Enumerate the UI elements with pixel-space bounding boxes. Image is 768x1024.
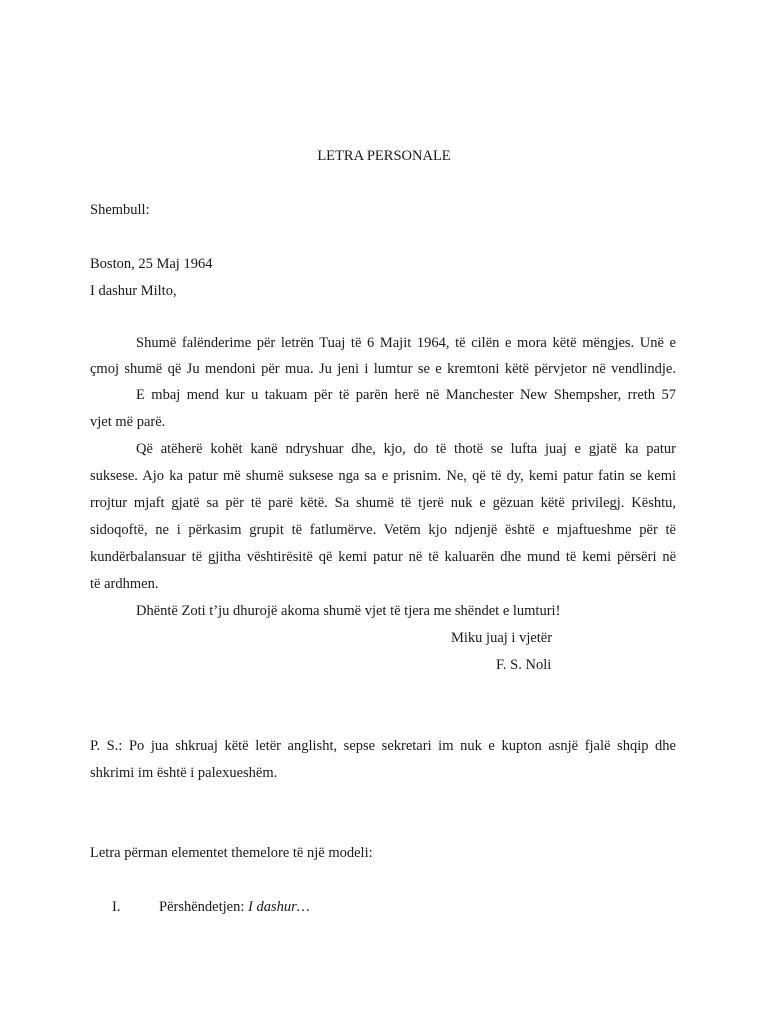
postscript-line: shkrimi im është i palexueshëm. [90, 765, 278, 781]
list-item [159, 898, 310, 916]
postscript-line: P. S.: Po jua shkruaj këtë letër anglisht, sepse sekretari im nuk e kupton asnjë fjalë shqip dhe [90, 738, 676, 754]
paragraph-line: Që atëherë kohët kanë ndryshuar dhe, kjo, do të thotë se lufta juaj e gjatë ka patur [136, 441, 676, 457]
paragraph-line: të ardhmen. [90, 576, 159, 592]
paragraph-line: sidoqoftë, ne i përkasim grupit të fatlumërve. Vetëm kjo ndjenjë është e mjaftueshme për të [90, 522, 676, 538]
paragraph-line: Dhëntë Zoti t’ju dhurojë akoma shumë vjet të tjera me shëndet e lumturi! [136, 603, 561, 619]
place-date: Boston, 25 Maj 1964 [90, 256, 213, 272]
note-text: Letra përman elementet themelore të një modeli: [90, 845, 373, 861]
list-item-example: I dashur… [248, 899, 310, 915]
paragraph-line: vjet më parë. [90, 414, 166, 430]
paragraph-line: kundërbalansuar të gjitha vështirësitë që kemi patur në të kaluarën dhe mund të kemi përsëri në [90, 549, 676, 565]
salutation: I dashur Milto, [90, 283, 177, 299]
list-item-label: Përshëndetjen: [159, 899, 245, 915]
paragraph-line: E mbaj mend kur u takuam për të parën herë në Manchester New Shempsher, rreth 57 [136, 387, 676, 403]
signature: F. S. Noli [496, 657, 552, 673]
document-title: LETRA PERSONALE [317, 148, 451, 164]
closing: Miku juaj i vjetër [451, 630, 553, 646]
paragraph-line: suksese. Ajo ka patur më shumë suksese nga sa e prisnim. Ne, që të dy, kemi patur fatin se kemi [90, 468, 676, 484]
example-label: Shembull: [90, 202, 150, 218]
paragraph-line: çmoj shumë që Ju mendoni për mua. Ju jeni i lumtur se e kremtoni këtë përvjetor në vendlindje. [90, 361, 676, 377]
list-item-number: I. [112, 899, 121, 915]
paragraph-line: rrojtur mjaft gjatë sa për të parë këtë. Sa shumë të tjerë nuk e gëzuan këtë privilegj. Kështu, [90, 495, 676, 511]
paragraph-line: Shumë falënderime për letrën Tuaj të 6 Majit 1964, të cilën e mora këtë mëngjes. Unë e [136, 335, 676, 351]
